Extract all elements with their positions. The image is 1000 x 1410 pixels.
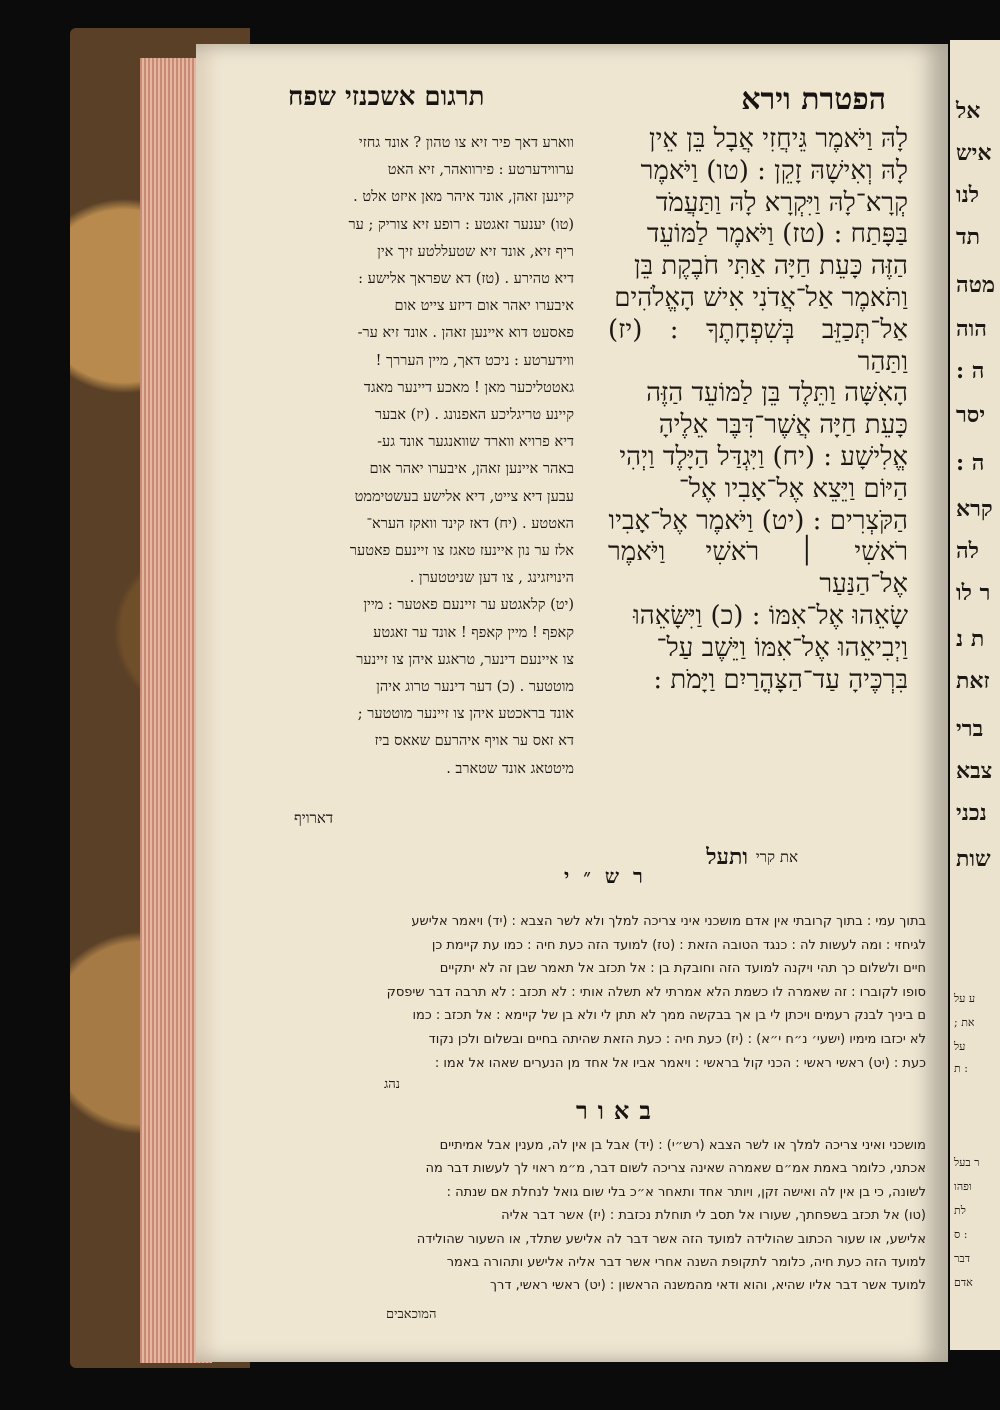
text-line: אַל־תְּכַזֵּב בְּשִׁפְחָתֶךָ : (יז) וַתַּהַר (608, 314, 908, 377)
beur-heading: באור (576, 1096, 661, 1125)
text-line: קְרָא־לָהּ וַיִּקְרָא לָהּ וַתַּעֲמֹד (655, 187, 908, 218)
text-line: קרא (956, 496, 993, 522)
text-line: אל (956, 98, 981, 124)
text-line: דבר (954, 1252, 970, 1265)
yiddish-translation-column (284, 130, 574, 783)
commentary-line: בתוך עמי : בתוך קרובתי אין אדם מושכני איני צריכה למלך ולא לשר הצבא : (יד) ויאמר אלישע (411, 914, 926, 929)
hebrew-catchword: ותעל (706, 844, 748, 870)
text-line: נכני (956, 800, 987, 826)
text-line: קיינען זאהן, אונד איהר מאן איזט אלט . (353, 189, 574, 206)
commentary-line: כעת : (יט) ראשי ראשי : הכני קול בראשי : ויאמר אביו אל אחד מן הנערים שאהו אל אמו : (434, 1055, 926, 1071)
text-line: הָאִשָּׁה וַתֵּלֶד בֵּן לַמּוֹעֵד הַזֶּה (646, 378, 908, 409)
text-line: הינויזגינג , צו דען שניטטערן . (409, 570, 574, 587)
running-title-haftarah: הפטרת וירא (741, 82, 886, 117)
text-line: שָׂאֵהוּ אֶל־אִמּוֹ : (כ) וַיִּשָּׂאֵהוּ (633, 600, 908, 631)
text-line: לָהּ וַיֹּאמֶר גֵּיחֲזִי אֲבָל בֵּן אֵין (648, 124, 908, 154)
text-line: האטטע . (יח) דאז קינד וואקז הערא־ (366, 515, 574, 532)
text-line: ריף זיא, אונד זיא שטעללטע זיך אין (377, 243, 574, 260)
text-line: ר בעל (954, 1156, 980, 1169)
text-line: ווידערטע : ניכט דאך, מיין העררך ! (375, 352, 574, 369)
text-line: ס : (954, 1228, 968, 1241)
commentary-line: אכתני, כלומר באמת אמ״ם שאמרה שאינה צריכה לשום דבר, מ״מ ראוי לך לעשות דבר מה (425, 1161, 926, 1177)
text-line: עבען דיא צייט, דיא אלישע בעשטיממט (354, 488, 574, 505)
text-line: לת (954, 1204, 966, 1217)
text-line: פאסעט דוא איינען זאהן . אונד זיא ער- (357, 325, 574, 342)
text-line: אדם (954, 1276, 973, 1289)
text-line: צו איינעם דינער, טראגע איהן צו זיינער (356, 651, 574, 668)
rashi-catchword: נהג (384, 1077, 400, 1092)
text-line: וַתֹּאמֶר אַל־אֲדֹנִי אִישׁ הָאֱלֹהִים (614, 282, 908, 313)
text-line: שות (956, 846, 991, 872)
commentary-line: ם ביניך לבנק רעמים ויכתן לי בן אך בבקשה ממך לא תתן לי ולא בן של קיימא : אל תכזב : כמו (412, 1008, 926, 1024)
rashi-commentary (316, 910, 926, 1075)
text-line: קאפף ! מיין קאפף ! אונד ער זאגטע (373, 624, 574, 641)
text-line: לנו (956, 182, 980, 208)
text-line: ה : (956, 358, 985, 384)
text-line: דא זאס ער אויף איהרעם שאאס ביז (374, 733, 574, 750)
text-line: ברי (956, 716, 984, 742)
text-line: ה : (956, 450, 985, 476)
text-line: דיא טהירע . (טז) דא שפראך אלישע : (358, 271, 574, 288)
text-line: (יט) קלאגטע ער זיינעם פאטער : מיין (363, 597, 574, 614)
text-line: אונד בראכטע איהן צו זיינער מוטטער ; (357, 706, 574, 723)
commentary-line: סופו לקוברו : זה שאמרה לו כשמת הלא אמרתי לא תשלה אותי : לא תכזב : לא תרבה דבר שיפסק (386, 984, 926, 1000)
text-line: איבערו יאהר אום דיזע צייט אום (394, 298, 574, 315)
text-line: ערווידערטע : פירוואהר, זיא האט (387, 162, 574, 179)
kri-note: את קרי (755, 848, 798, 866)
text-line: לה (956, 538, 979, 564)
text-line: יסר (956, 402, 986, 428)
text-line: זאת (956, 668, 990, 694)
text-line: בִּרְכֶּיהָ עַד־הַצָּהֳרַיִם וַיָּמֹת : (653, 664, 908, 695)
commentary-line: לגיחזי : ומה לעשות לה : כנגד הטובה הזאת : (טז) למועד הזה כעת חיה : כמו עת קיימת כן (431, 937, 926, 953)
text-line: דיא פרויא ווארד שוואנגער אונד גע- (377, 434, 574, 451)
beur-commentary (316, 1134, 926, 1298)
book-page (196, 44, 948, 1362)
text-line: קיינע טריגליכע האפנונג . (יז) אבער (374, 407, 574, 424)
text-line: הַזֶּה כָּעֵת חַיָּה אַתִּי חֹבֶקֶת בֵּן (633, 251, 908, 282)
text-line: מוטטער . (כ) דער דינער טרוג איהן (376, 679, 574, 696)
commentary-line: חיים ולשלום כך תהי ויקנה למועד הזה וחובקת בן : אל תכזב אל תאמר שבן זה לא יתקיים (439, 961, 926, 977)
text-line: לָהּ וְאִישָׁהּ זָקֵן : (טו) וַיֹּאמֶר (640, 155, 908, 186)
text-line: אֱלִישָׁע : (יח) וַיִּגְדַּל הַיָּלֶד וַיְהִי (619, 441, 908, 472)
rashi-heading: רש״י (564, 864, 657, 888)
text-line: הוה (956, 316, 987, 342)
text-line: על (954, 1040, 966, 1053)
text-line: באהר איינען זאהן, איבערו יאהר אום (369, 461, 574, 478)
text-line: איש (956, 140, 992, 166)
text-line: ר לו (956, 580, 991, 606)
commentary-line: למועד הזה כעת חיה, כלומר לתקופת השנה אחרי אשר דבר אליה אלישע ותהורה באמר (446, 1255, 926, 1271)
text-line: הַקֹּצְרִים : (יט) וַיֹּאמֶר אֶל־אָבִיו (608, 505, 908, 536)
text-line: מיטטאג אונד שטארב . (446, 760, 574, 777)
text-line: ע על (954, 992, 976, 1005)
yiddish-catchword: דארויף (294, 809, 334, 827)
text-line: בַּפָּתַח : (טז) וַיֹּאמֶר לַמּוֹעֵד (646, 219, 908, 250)
text-line: כָּעֵת חַיָּה אֲשֶׁר־דִּבֶּר אֵלֶיהָ (658, 410, 908, 441)
text-line: אלז ער נון איינעז טאגז צו זיינעם פאטער (349, 543, 574, 560)
running-title-targum: תרגום אשכנזי שפח (288, 82, 485, 112)
text-line: תד (956, 224, 980, 250)
text-line: מטה (956, 272, 995, 298)
text-line: (טו) יענער זאגטע : רופע זיא צוריק ; ער (348, 216, 574, 233)
commentary-line: לא יכזבו מימיו (ישעי׳ נ״ח י״א) : (יז) כעת חיה : כעת הזאת שהיתה בחיים ובשלום ולכן נקוד (428, 1031, 926, 1047)
beur-catchword: המוכאבים (386, 1307, 437, 1322)
text-line: צבא (956, 758, 993, 784)
text-line: ת : (954, 1062, 968, 1075)
commentary-line: אלישע, או שעור הכתוב שהולידה למועד הזה אשר דבר לה אלישע שתלד, או השעור שהולידה (416, 1231, 926, 1247)
text-line: וַיְבִיאֵהוּ אֶל־אִמּוֹ וַיֵּשֶׁב עַל־ (656, 632, 908, 663)
text-line: גאטטליכער מאן ! מאכע דיינער מאגד (363, 379, 574, 396)
text-line: ווארע דאך פיר זיא צו טהון ? אונד גחזי (358, 135, 574, 151)
text-line: הַיּוֹם וַיֵּצֵא אֶל־אָבִיו אֶל־ (678, 473, 908, 504)
text-line: ת נ (956, 626, 985, 652)
text-line: רֹאשִׁי ׀ רֹאשִׁי וַיֹּאמֶר אֶל־הַנַּעַר (608, 537, 908, 600)
commentary-line: למועד אשר דבר אליו שהיא, והוא ודאי מהמשנה הראשון : (יט) ראשי ראשי, דרך (490, 1278, 926, 1294)
commentary-line: (טו) אל תכזב בשפחתך, שעורו אל תסב לי תוחלת נכזבת : (יז) אשר דבר אליה (501, 1208, 926, 1224)
commentary-line: מושכני ואיני צריכה למלך או לשר הצבא (רש״י) : (יד) אבל בן אין לה, מענין אבל אמיתיים (439, 1138, 926, 1153)
text-line: ; את (954, 1016, 975, 1029)
hebrew-scripture-column (608, 124, 908, 696)
facing-page-edge (950, 40, 1000, 1350)
commentary-line: לשונה, כי בן אין לה ואישה זקן, ויותר אחד ותאחר א״כ בלי שום גואל לנחלת אם שנתה : (446, 1184, 926, 1200)
text-line: ופהו (954, 1180, 972, 1193)
